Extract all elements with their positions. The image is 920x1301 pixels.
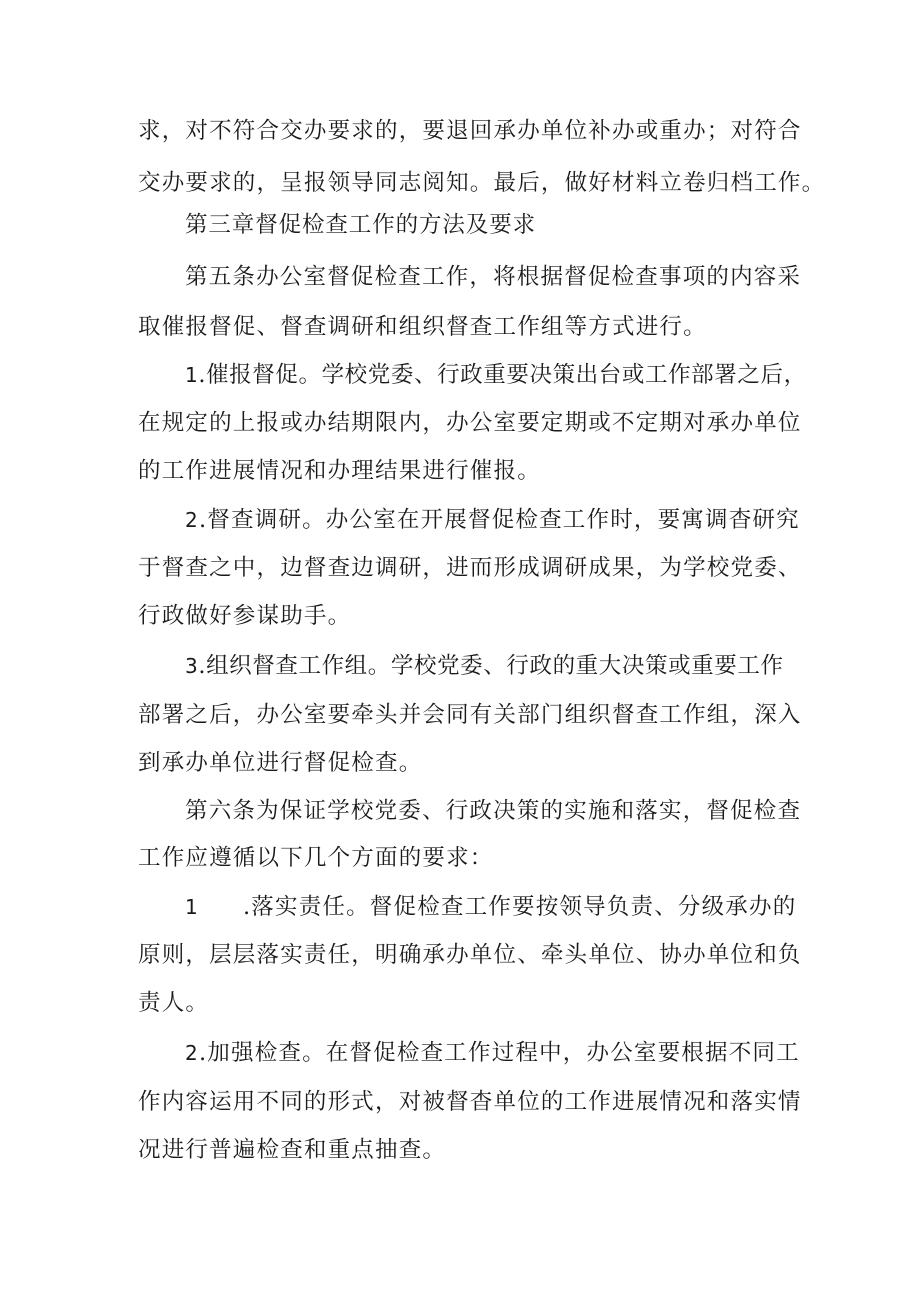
text-line: 行政做好参谋助手。 — [138, 603, 352, 629]
text-line: 于督查之中，边督查边调研，进而形成调研成果，为学校党委、 — [138, 555, 802, 581]
article-5-line: 第五条办公室督促检查工作，将根据督促检查事项的内容采 — [185, 264, 802, 290]
list-number: 1 — [185, 895, 199, 919]
list-number: 1 — [185, 363, 199, 387]
list-item-line — [185, 360, 807, 390]
text-line: 到承办单位进行督促检查。 — [138, 750, 423, 776]
article-6-line: 第六条为保证学校党委、行政决策的实施和落实，督促检查 — [185, 798, 802, 824]
list-item-line — [185, 892, 796, 922]
text-line: 在规定的上报或办结期限内，办公室要定期或不定期对承办单位 — [138, 410, 802, 436]
list-text: .落实责任。督促检查工作要按领导负责、分级承办的 — [242, 894, 797, 920]
list-item-line — [185, 651, 784, 681]
list-number: 3 — [185, 654, 199, 678]
text-line: 原则，层层落实责任，明确承办单位、牵头单位、协办单位和负 — [138, 942, 802, 968]
text-line: 的工作进展情况和办理结果进行催报。 — [138, 458, 541, 484]
list-number: 2 — [185, 508, 199, 532]
text-line: 部署之后，办公室要牵头并会同有关部门组织督查工作组，深入 — [138, 702, 802, 728]
text-line: 责人。 — [138, 990, 210, 1016]
text-line: 况进行普遍检查和重点抽查。 — [138, 1137, 447, 1163]
list-text: .催报督促。学校党委、行政重要决策出台或工作部署之后， — [198, 362, 807, 388]
list-number: 2 — [185, 1041, 199, 1065]
chapter-heading: 第三章督促检查工作的方法及要求 — [185, 212, 537, 238]
list-text: .加强检查。在督促检查工作过程中，办公室要根据不同工 — [198, 1040, 800, 1066]
list-item-line — [185, 505, 800, 535]
text-line: 取催报督促、督查调研和组织督查工作组等方式进行。 — [138, 314, 707, 340]
list-text: .督查调研。办公室在开展督促检查工作时，要寓调杳研究 — [198, 507, 800, 533]
list-item-line — [185, 1038, 800, 1068]
text-line: 求，对不符合交办要求的，要退回承办单位补办或重办；对符合 — [138, 118, 802, 144]
text-line: 作内容运用不同的形式，对被督杳单位的工作进展情况和落实情 — [138, 1089, 802, 1115]
text-line: 交办要求的，呈报领导同志阅知。最后，做好材料立卷归档工作。 — [138, 170, 826, 196]
text-line: 工作应遵循以下几个方面的要求： — [138, 845, 494, 871]
list-text: .组织督查工作组。学校党委、行政的重大决策或重要工作 — [198, 653, 784, 679]
